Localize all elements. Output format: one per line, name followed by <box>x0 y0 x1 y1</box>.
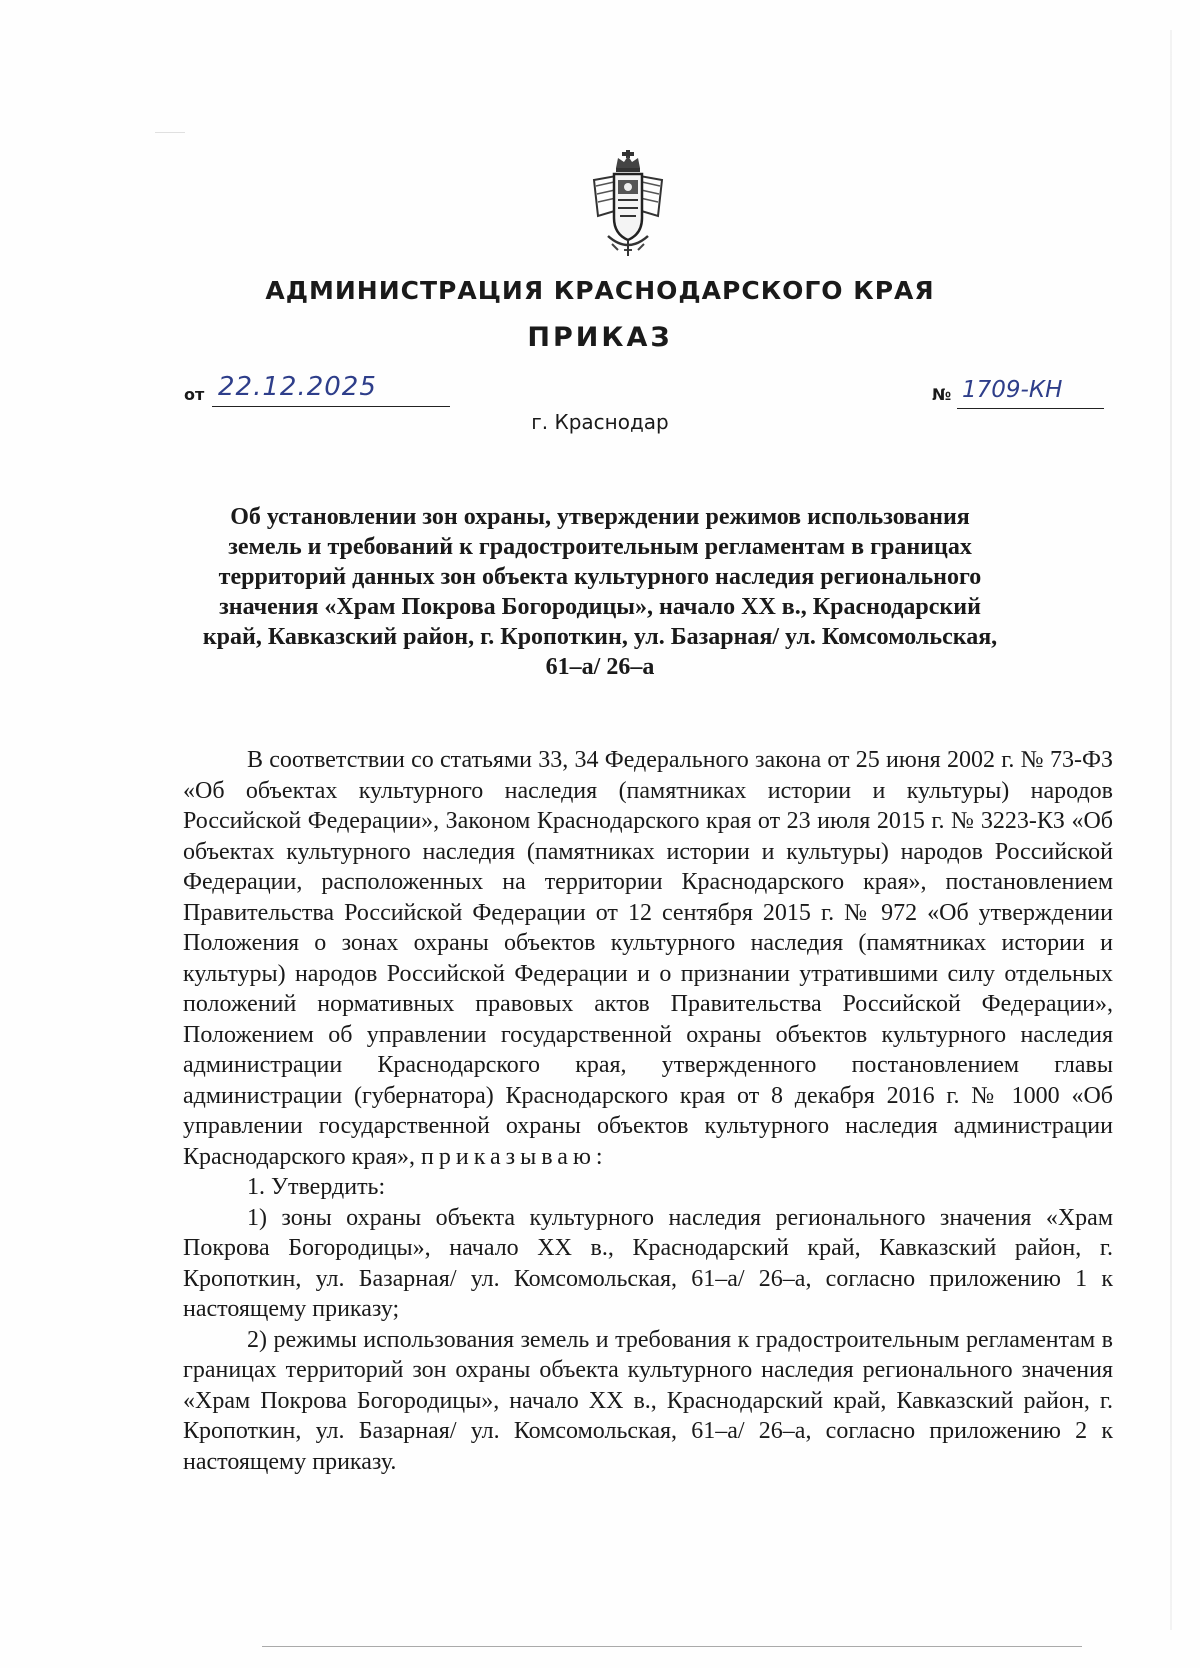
scan-mark <box>155 132 185 133</box>
city-label: г. Краснодар <box>531 410 669 434</box>
number-value: 1709-КН <box>962 377 1063 403</box>
document-subject: Об установлении зон охраны, утверждении режимов использования земель и требований к градостроительным регламентам в границах территорий данных зон объекта культурного наследия регионального значения «Храм Покрова Богородицы», начало XX в., Краснодарский край, Кавказский район, г. Кропоткин, ул. Базарная/ ул. Комсомольская, 61–а/ 26–а <box>202 504 998 680</box>
number-label: № <box>932 385 952 404</box>
point-1: 1. Утвердить: <box>247 1174 386 1200</box>
date-label: от <box>184 385 205 404</box>
administration-title: АДМИНИСТРАЦИЯ КРАСНОДАРСКОГО КРАЯ <box>265 276 935 305</box>
preamble-text: В соответствии со статьями 33, 34 Федерального закона от 25 июня 2002 г. № 73-ФЗ «Об объектах культурного наследия (памятниках истории и культуры) народов Российской Федерации», Законом Краснодарского края от 23 июля 2015 г. № 3223-КЗ «Об объектах культурного наследия (памятниках истории и культуры) народов Российской Федерации, расположенных на территории Краснодарского края», постановлением Правительства Российской Федерации от 12 сентября 2015 г. № 972 «Об утверждении Положения о зонах охраны объектов культурного наследия (памятниках истории и культуры) народов Российской Федерации и о признании утратившими силу отдельных положений нормативных правовых актов Правительства Российской Федерации», Положением об управлении государственной охраны объектов культурного наследия администрации Краснодарского края, утвержденного постановлением главы администрации (губернатора) Краснодарского края от 8 декабря 2016 г. № 1000 «Об управлении государственной охраны объектов культурного наследия администрации Краснодарского края», <box>183 747 1113 1170</box>
subpoint-1: 1) зоны охраны объекта культурного наследия регионального значения «Храм Покрова Богородицы», начало XX в., Краснодарский край, Кавказский район, г. Кропоткин, ул. Базарная/ ул. Комсомольская, 61–а/ 26–а, согласно приложению 1 к настоящему приказу; <box>183 1204 1113 1322</box>
page-bottom-rule <box>262 1646 1082 1647</box>
date-underline <box>212 406 450 407</box>
preamble-paragraph <box>183 745 1113 1172</box>
krasnodar-coat-of-arms-icon <box>588 150 668 260</box>
page-edge-shadow <box>1170 30 1172 1630</box>
date-value: 22.12.2025 <box>218 372 377 402</box>
order-word: приказываю: <box>421 1143 608 1170</box>
number-underline <box>957 408 1104 409</box>
subpoint-2: 2) режимы использования земель и требования к градостроительным регламентам в границах территорий зон охраны объекта культурного наследия регионального значения «Храм Покрова Богородицы», начало XX в., Краснодарский край, Кавказский район, г. Кропоткин, ул. Базарная/ ул. Комсомольская, 61–а/ 26–а, согласно приложению 2 к настоящему приказу. <box>183 1326 1113 1475</box>
document-body <box>183 745 1113 1477</box>
document-type-title: ПРИКАЗ <box>527 322 673 353</box>
